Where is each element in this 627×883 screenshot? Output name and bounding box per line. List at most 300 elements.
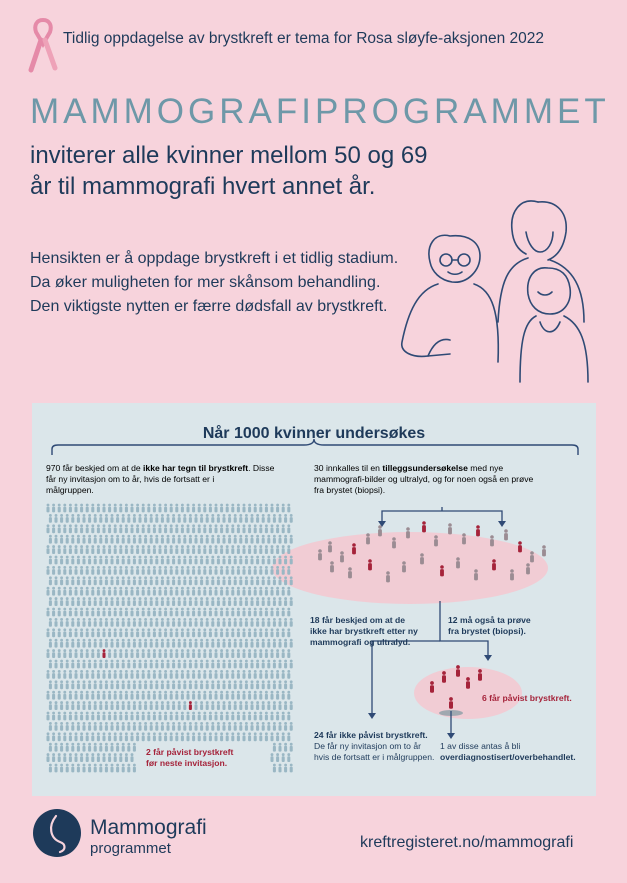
figure-screened — [192, 587, 195, 596]
mammografi-logo-icon — [32, 808, 82, 858]
figure-screened — [122, 660, 125, 669]
figure-screened — [239, 639, 242, 648]
figure-screened — [88, 597, 91, 606]
figure-screened — [49, 535, 52, 544]
figure-screened — [60, 556, 63, 565]
figure-screened — [259, 628, 262, 637]
figure-screened — [125, 545, 128, 554]
figure-screened — [77, 597, 80, 606]
figure-screened — [273, 680, 276, 689]
figure-cancer-detected — [449, 697, 453, 709]
figure-screened — [178, 576, 181, 585]
figure-screened — [206, 597, 209, 606]
figure-screened — [122, 597, 125, 606]
figure-screened — [105, 639, 108, 648]
figure-screened — [256, 576, 259, 585]
figure-screened — [250, 639, 253, 648]
figure-screened — [217, 660, 220, 669]
figure-screened — [209, 670, 212, 679]
figure-screened — [209, 691, 212, 700]
figure-screened — [150, 514, 153, 523]
figure-screened — [248, 712, 251, 721]
figure-screened — [217, 639, 220, 648]
figure-screened — [267, 660, 270, 669]
figure-screened — [66, 639, 69, 648]
figure-screened — [186, 566, 189, 575]
figure-screened — [250, 680, 253, 689]
figure-screened — [262, 701, 265, 710]
figure-screened — [63, 628, 66, 637]
figure-screened — [231, 712, 234, 721]
figure-screened — [186, 649, 189, 658]
figure-screened — [284, 639, 287, 648]
figure-screened — [58, 524, 61, 533]
figure-screened — [250, 556, 253, 565]
figure-screened — [158, 712, 161, 721]
figure-screened — [52, 732, 55, 741]
figure-screened — [147, 628, 150, 637]
figure-screened — [155, 514, 158, 523]
figure-screened — [262, 618, 265, 627]
figure-screened — [80, 712, 83, 721]
figure-screened — [273, 722, 276, 731]
figure-screened — [136, 670, 139, 679]
figure-recalled — [510, 569, 514, 580]
figure-screened — [130, 628, 133, 637]
figure-screened — [63, 753, 66, 762]
figure-screened — [265, 670, 268, 679]
figure-screened — [125, 732, 128, 741]
figure-screened — [91, 670, 94, 679]
figure-screened — [164, 649, 167, 658]
figure-screened — [71, 556, 74, 565]
figure-screened — [58, 628, 61, 637]
figure-screened — [278, 514, 281, 523]
figure-screened — [102, 712, 105, 721]
figure-screened — [237, 628, 240, 637]
campaign-tagline: Tidlig oppdagelse av brystkreft er tema for Rosa sløyfe-aksjonen 2022 — [63, 30, 545, 47]
figure-screened — [52, 691, 55, 700]
figure-screened — [114, 504, 117, 513]
figure-screened — [231, 649, 234, 658]
figure-screened — [248, 649, 251, 658]
figure-screened — [164, 504, 167, 513]
figure-screened — [122, 722, 125, 731]
figure-screened — [130, 524, 133, 533]
figure-screened — [203, 608, 206, 617]
figure-screened — [192, 649, 195, 658]
figure-screened — [284, 660, 287, 669]
figure-screened — [262, 556, 265, 565]
figure-screened — [102, 504, 105, 513]
figure-screened — [114, 712, 117, 721]
figure-screened — [80, 691, 83, 700]
figure-screened — [234, 514, 237, 523]
figure-screened — [144, 701, 147, 710]
figure-screened — [231, 566, 234, 575]
figure-screened — [46, 712, 49, 721]
brace-connector — [52, 439, 578, 455]
figure-screened — [170, 732, 173, 741]
figure-screened — [94, 639, 97, 648]
figure-screened — [114, 628, 117, 637]
figure-screened — [278, 680, 281, 689]
figure-screened — [150, 660, 153, 669]
figure-screened — [158, 649, 161, 658]
figure-screened — [220, 732, 223, 741]
figure-screened — [122, 556, 125, 565]
figure-screened — [214, 628, 217, 637]
figure-screened — [175, 524, 178, 533]
figure-screened — [99, 639, 102, 648]
figure-screened — [60, 639, 63, 648]
figure-screened — [234, 597, 237, 606]
figure-screened — [136, 504, 139, 513]
figure-cancer-detected — [466, 677, 470, 689]
figure-screened — [94, 701, 97, 710]
figure-screened — [211, 701, 214, 710]
figure-screened — [150, 597, 153, 606]
figure-screened — [99, 701, 102, 710]
figure-screened — [214, 712, 217, 721]
figure-screened — [86, 732, 89, 741]
figure-screened — [217, 576, 220, 585]
figure-screened — [49, 722, 52, 731]
figure-screened — [209, 712, 212, 721]
figure-screened — [74, 670, 77, 679]
figure-screened — [231, 524, 234, 533]
figure-screened — [63, 691, 66, 700]
figure-screened — [82, 618, 85, 627]
figure-screened — [86, 649, 89, 658]
figure-screened — [155, 639, 158, 648]
figure-screened — [222, 701, 225, 710]
figure-screened — [242, 608, 245, 617]
figure-screened — [119, 545, 122, 554]
figure-screened — [119, 587, 122, 596]
figure-screened — [228, 660, 231, 669]
figure-recalled — [476, 525, 480, 536]
figure-screened — [94, 743, 97, 752]
figure-screened — [102, 670, 105, 679]
figure-screened — [217, 618, 220, 627]
figure-screened — [116, 556, 119, 565]
figure-screened — [88, 576, 91, 585]
figure-screened — [119, 691, 122, 700]
figure-screened — [108, 753, 111, 762]
figure-screened — [239, 514, 242, 523]
figure-screened — [97, 587, 100, 596]
figure-screened — [278, 722, 281, 731]
figure-screened — [198, 545, 201, 554]
figure-screened — [203, 524, 206, 533]
figure-screened — [226, 524, 229, 533]
figure-screened — [273, 514, 276, 523]
figure-screened — [116, 576, 119, 585]
figure-screened — [136, 732, 139, 741]
figure-screened — [127, 660, 130, 669]
figure-screened — [248, 732, 251, 741]
figure-screened — [54, 660, 57, 669]
figure-screened — [254, 628, 257, 637]
figure-screened — [265, 545, 268, 554]
figure-screened — [63, 712, 66, 721]
figure-screened — [226, 670, 229, 679]
figure-screened — [276, 566, 279, 575]
figure-screened — [175, 628, 178, 637]
figure-recalled — [518, 541, 522, 552]
figure-screened — [166, 576, 169, 585]
figure-screened — [198, 524, 201, 533]
figure-screened — [110, 722, 113, 731]
figure-screened — [237, 670, 240, 679]
note-30: 30 innkalles til en tilleggsundersøkelse med nye mammografi-bilder og ultralyd, og for noen også en prøve fra brystet (biopsi). — [314, 463, 534, 495]
figure-screened — [125, 587, 128, 596]
figure-screened — [122, 764, 125, 773]
figure-screened — [245, 514, 248, 523]
figure-screened — [114, 545, 117, 554]
figure-screened — [270, 753, 273, 762]
figure-screened — [46, 691, 49, 700]
figure-screened — [287, 691, 290, 700]
note-18: 18 får beskjed om at de ikke har brystkreft etter ny mammografi og ultralyd. — [310, 615, 418, 647]
figure-screened — [166, 556, 169, 565]
figure-screened — [105, 576, 108, 585]
figure-screened — [270, 649, 273, 658]
figure-screened — [114, 670, 117, 679]
figure-screened — [58, 587, 61, 596]
figure-screened — [105, 535, 108, 544]
figure-screened — [178, 514, 181, 523]
figure-screened — [66, 597, 69, 606]
figure-screened — [116, 764, 119, 773]
figure-screened — [150, 680, 153, 689]
figure-screened — [254, 608, 257, 617]
figure-screened — [183, 660, 186, 669]
figure-screened — [66, 556, 69, 565]
figure-screened — [242, 524, 245, 533]
figure-screened — [231, 670, 234, 679]
figure-screened — [166, 597, 169, 606]
figure-screened — [164, 712, 167, 721]
figure-screened — [200, 556, 203, 565]
figure-screened — [142, 628, 145, 637]
figure-screened — [175, 545, 178, 554]
figure-screened — [166, 535, 169, 544]
figure-screened — [114, 753, 117, 762]
figure-screened — [122, 618, 125, 627]
figure-screened — [82, 701, 85, 710]
figure-screened — [122, 535, 125, 544]
figure-screened — [273, 556, 276, 565]
figure-screened — [155, 722, 158, 731]
figure-screened — [267, 576, 270, 585]
figure-screened — [265, 504, 268, 513]
figure-screened — [127, 701, 130, 710]
figure-screened — [248, 566, 251, 575]
figure-screened — [287, 524, 290, 533]
figure-screened — [99, 618, 102, 627]
figure-screened — [130, 670, 133, 679]
logo-wordmark-sub: programmet — [90, 840, 171, 857]
figure-screened — [242, 691, 245, 700]
figure-screened — [127, 639, 130, 648]
figure-screened — [142, 732, 145, 741]
figure-screened — [142, 691, 145, 700]
figure-screened — [94, 535, 97, 544]
figure-screened — [234, 576, 237, 585]
figure-screened — [108, 712, 111, 721]
figure-screened — [245, 660, 248, 669]
figure-screened — [74, 628, 77, 637]
figure-screened — [245, 680, 248, 689]
figure-screened — [60, 514, 63, 523]
figure-screened — [122, 639, 125, 648]
figure-screened — [161, 556, 164, 565]
figure-screened — [147, 504, 150, 513]
figure-screened — [220, 608, 223, 617]
figure-screened — [254, 691, 257, 700]
figure-screened — [254, 524, 257, 533]
figure-screened — [105, 701, 108, 710]
figure-screened — [270, 545, 273, 554]
figure-screened — [116, 597, 119, 606]
figure-screened — [102, 732, 105, 741]
figure-screened — [125, 608, 128, 617]
figure-screened — [97, 608, 100, 617]
figure-screened — [99, 597, 102, 606]
figure-screened — [71, 701, 74, 710]
figure-screened — [172, 576, 175, 585]
figure-screened — [147, 712, 150, 721]
figure-screened — [222, 722, 225, 731]
figure-screened — [265, 691, 268, 700]
figure-screened — [290, 722, 293, 731]
figure-screened — [60, 764, 63, 773]
figure-screened — [273, 597, 276, 606]
figure-screened — [222, 618, 225, 627]
website-link[interactable]: kreftregisteret.no/mammografi — [360, 834, 574, 851]
figure-screened — [108, 566, 111, 575]
figure-screened — [142, 587, 145, 596]
figure-screened — [206, 514, 209, 523]
figure-screened — [198, 566, 201, 575]
figure-screened — [58, 753, 61, 762]
figure-screened — [270, 628, 273, 637]
figure-screened — [228, 535, 231, 544]
figure-screened — [200, 722, 203, 731]
figure-screened — [276, 545, 279, 554]
figure-screened — [248, 670, 251, 679]
figure-screened — [278, 764, 281, 773]
figure-screened — [66, 764, 69, 773]
figure-screened — [276, 504, 279, 513]
figure-screened — [217, 597, 220, 606]
figure-screened — [133, 639, 136, 648]
figure-screened — [127, 680, 130, 689]
figure-screened — [220, 545, 223, 554]
figure-screened — [181, 587, 184, 596]
figure-screened — [110, 680, 113, 689]
figure-screened — [192, 691, 195, 700]
figure-screened — [161, 618, 164, 627]
figure-screened — [82, 660, 85, 669]
figure-screened — [63, 649, 66, 658]
figure-screened — [49, 556, 52, 565]
figure-screened — [284, 597, 287, 606]
figure-screened — [91, 524, 94, 533]
figure-screened — [206, 660, 209, 669]
figure-screened — [220, 524, 223, 533]
figure-screened — [86, 504, 89, 513]
figure-screened — [178, 618, 181, 627]
figure-screened — [194, 576, 197, 585]
figure-screened — [273, 639, 276, 648]
figure-screened — [166, 722, 169, 731]
figure-screened — [234, 701, 237, 710]
figure-screened — [153, 670, 156, 679]
figure-screened — [127, 556, 130, 565]
figure-screened — [77, 639, 80, 648]
figure-screened — [46, 649, 49, 658]
figure-screened — [130, 504, 133, 513]
figure-screened — [242, 587, 245, 596]
figure-screened — [228, 618, 231, 627]
figure-screened — [254, 545, 257, 554]
figure-screened — [198, 504, 201, 513]
figure-screened — [181, 628, 184, 637]
figure-screened — [284, 535, 287, 544]
figure-screened — [209, 628, 212, 637]
figure-screened — [91, 732, 94, 741]
figure-screened — [142, 545, 145, 554]
figure-screened — [52, 712, 55, 721]
figure-screened — [290, 535, 293, 544]
figure-screened — [259, 712, 262, 721]
figure-screened — [250, 514, 253, 523]
figure-screened — [178, 660, 181, 669]
figure-screened — [214, 545, 217, 554]
figure-screened — [116, 680, 119, 689]
figure-screened — [97, 524, 100, 533]
figure-screened — [259, 732, 262, 741]
figure-screened — [270, 670, 273, 679]
figure-screened — [250, 701, 253, 710]
figure-screened — [200, 701, 203, 710]
figure-screened — [222, 680, 225, 689]
figure-screened — [270, 566, 273, 575]
figure-screened — [183, 514, 186, 523]
figure-screened — [116, 701, 119, 710]
figure-screened — [147, 691, 150, 700]
figure-screened — [189, 722, 192, 731]
figure-screened — [88, 639, 91, 648]
figure-screened — [226, 628, 229, 637]
figure-screened — [91, 587, 94, 596]
figure-screened — [222, 514, 225, 523]
figure-screened — [282, 691, 285, 700]
figure-screened — [226, 608, 229, 617]
figure-screened — [122, 514, 125, 523]
figure-screened — [119, 753, 122, 762]
figure-screened — [290, 680, 293, 689]
figure-screened — [209, 649, 212, 658]
figure-screened — [181, 712, 184, 721]
figure-screened — [60, 743, 63, 752]
figure-recalled — [366, 533, 370, 544]
figure-screened — [206, 722, 209, 731]
figure-screened — [102, 691, 105, 700]
